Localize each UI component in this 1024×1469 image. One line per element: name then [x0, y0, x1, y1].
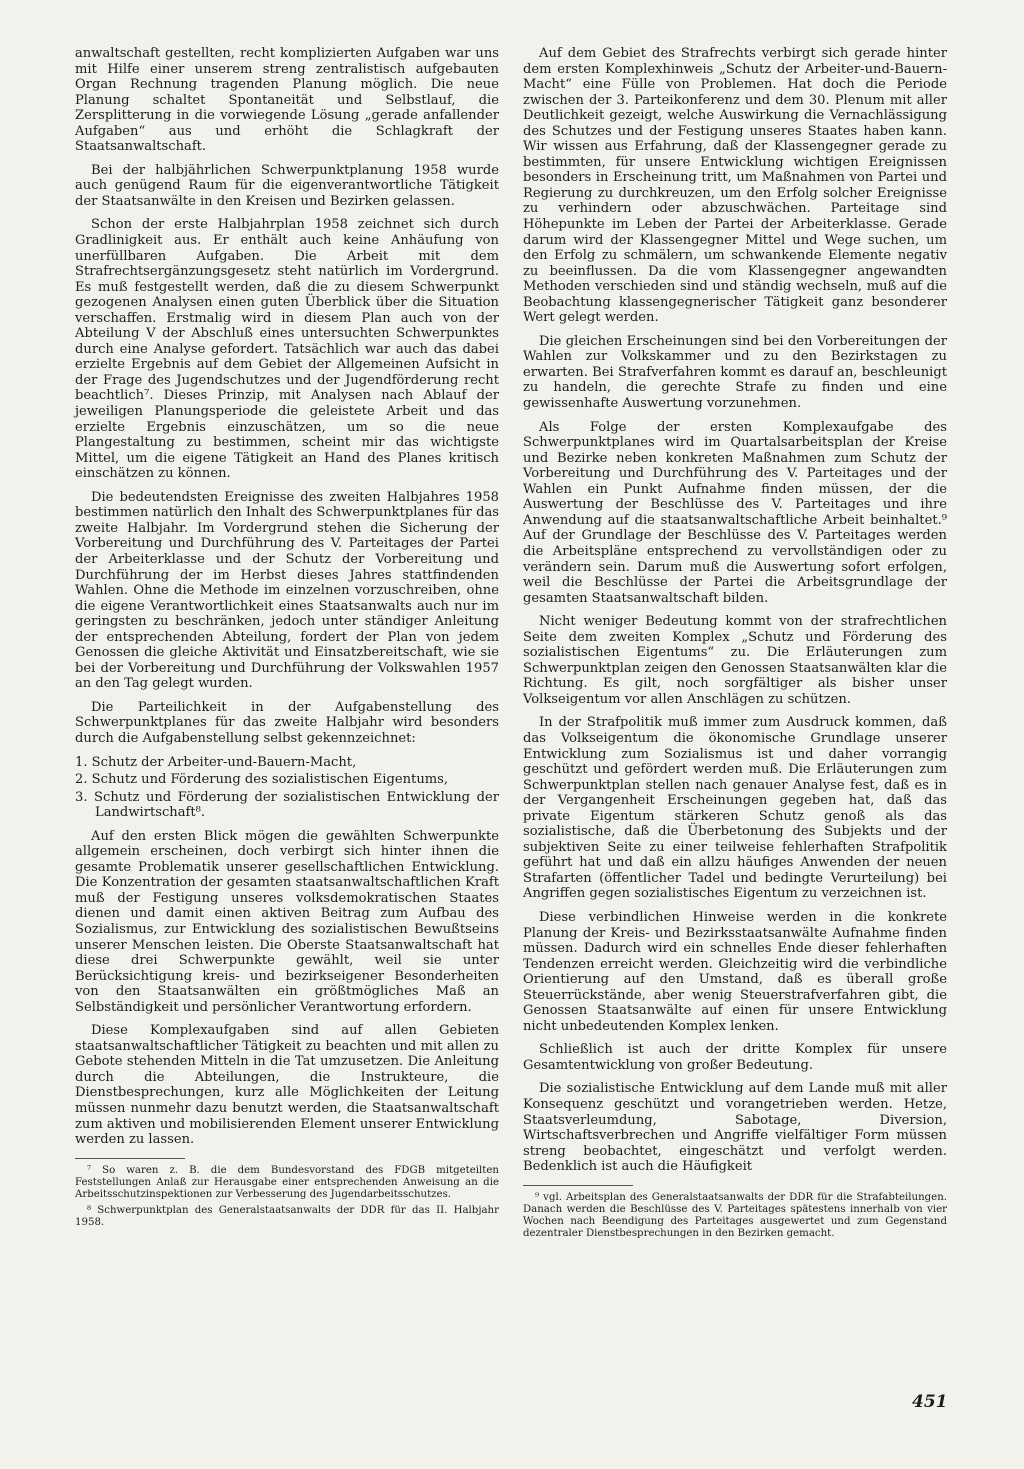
page-number: 451	[912, 1392, 948, 1412]
list-item: 3. Schutz und Förderung der sozialistischen Entwicklung der Landwirtschaft⁸.	[75, 789, 499, 821]
list-item: 2. Schutz und Förderung des sozialistischen Eigentums,	[75, 772, 449, 788]
footnote-divider	[75, 1158, 185, 1159]
paragraph: Die sozialistische Entwicklung auf dem Lande muß mit aller Konsequenz geschützt und vorangetrieben werden. Hetze, Staatsverleumdung, Sabotage, Diversion, Wirtschaftsverbrechen und Angriffe vielfältiger Form müssen streng beobachtet, eingeschätzt und verfolgt werden. Bedenklich ist auch die Häufigkeit	[523, 1081, 947, 1175]
paragraph: In der Strafpolitik muß immer zum Ausdruck kommen, daß das Volkseigentum die ökonomische Grundlage unserer Entwicklung zum Sozialismus ist und daher vorrangig geschützt und gefördert werden muß. Die Erläuterungen zum Schwerpunktplan stellen nach genauer Analyse fest, daß es in der Vergangenheit Erscheinungen gegeben hat, daß das private Eigentum stärkeren Schutz genoß als das sozialistische, daß die Überbetonung des Subjekts und der subjektiven Seite zu einer teilweise fehlerhaften Strafpolitik geführt hat und daß ein allzu häufiges Anwenden der neuen Strafarten (öffentlicher Tadel und bedingte Verurteilung) bei Angriffen gegen sozialistisches Eigentum zu verzeichnen ist.	[523, 715, 947, 902]
paragraph: Auf dem Gebiet des Strafrechts verbirgt sich gerade hinter dem ersten Komplexhinweis „Schutz der Arbeiter-und-Bauern-Macht“ eine Fülle von Problemen. Hat doch die Periode zwischen der 3. Parteikonferenz und dem 30. Plenum mit aller Deutlichkeit gezeigt, welche Auswirkung die Vernachlässigung des Schutzes und der Festigung unseres Staates haben kann. Wir wissen aus Erfahrung, daß der Klassengegner gerade zu bestimmten, für unsere Entwicklung wichtigen Ereignissen besonders in Erscheinung tritt, um Maßnahmen von Partei und Regierung zu durchkreuzen, um den Erfolg solcher Ereignisse zu verhindern oder abzuschwächen. Parteitage sind Höhepunkte im Leben der Partei der Arbeiterklasse. Gerade darum wird der Klassengegner Mittel und Wege suchen, um den Erfolg zu schmälern, um schwankende Elemente negativ zu beeinflussen. Da die vom Klassengegner angewandten Methoden verschieden sind und ständig wechseln, muß auf die Beobachtung klassengegnerischer Tätigkeit ganz besonderer Wert gelegt werden.	[523, 46, 947, 326]
footnote-divider	[523, 1185, 633, 1186]
paragraph: Auf den ersten Blick mögen die gewählten Schwerpunkte allgemein erscheinen, doch verbirgt sich hinter ihnen die gesamte Problematik unserer gesellschaftlichen Entwicklung. Die Konzentration der gesamten staatsanwaltschaftlichen Kraft muß der Festigung unseres volksdemokratischen Staates dienen und damit einen aktiven Beitrag zum Aufbau des Sozialismus, zur Entwicklung des sozialistischen Bewußtseins unserer Menschen leisten. Die Oberste Staatsanwaltschaft hat diese drei Schwerpunkte gewählt, weil sie unter Berücksichtigung kreis- und bezirkseigener Besonderheiten von den Staatsanwälten ein größtmögliches Maß an Selbständigkeit und persönlicher Verantwortung erfordern.	[75, 828, 499, 1015]
paragraph: Diese Komplexaufgaben sind auf allen Gebieten staatsanwaltschaftlicher Tätigkeit zu beachten und mit allen zu Gebote stehenden Mitteln in die Tat umzusetzen. Die Anleitung durch die Abteilungen, die Instrukteure, die Dienstbesprechungen, kurz alle Möglichkeiten der Leitung müssen nunmehr dazu benutzt werden, die Staatsanwaltschaft zum aktiven und mobilisierenden Element unserer Entwicklung werden zu lassen.	[75, 1023, 499, 1148]
paragraph: Diese verbindlichen Hinweise werden in die konkrete Planung der Kreis- und Bezirksstaatsanwälte Aufnahme finden müssen. Dadurch wird ein schnelles Ende dieser fehlerhaften Tendenzen erreicht werden. Gleichzeitig wird die verbindliche Orientierung auf den Umstand, daß es überall große Steuerrückstände, aber wenig Steuerstrafverfahren gibt, die Genossen Staatsanwälte auf einen für unsere Entwicklung nicht unbedeutenden Komplex lenken.	[523, 909, 947, 1034]
footnote-8: ⁸ Schwerpunktplan des Generalstaatsanwalts der DDR für das II. Halbjahr 1958.	[75, 1205, 499, 1229]
paragraph: Bei der halbjährlichen Schwerpunktplanung 1958 wurde auch genügend Raum für die eigenverantwortliche Tätigkeit der Staatsanwälte in den Kreisen und Bezirken gelassen.	[75, 162, 499, 209]
priority-list	[75, 755, 499, 821]
list-item: 1. Schutz der Arbeiter-und-Bauern-Macht,	[75, 754, 357, 770]
paragraph: Die gleichen Erscheinungen sind bei den Vorbereitungen der Wahlen zur Volkskammer und zu den Bezirkstagen zu erwarten. Bei Strafverfahren kommt es darauf an, beschleunigt zu handeln, die gerechte Strafe zu finden und eine gewissenhafte Auswertung vorzunehmen.	[523, 333, 947, 412]
right-column	[523, 46, 947, 1245]
paragraph: Als Folge der ersten Komplexaufgabe des Schwerpunktplanes wird im Quartalsarbeitsplan der Kreise und Bezirke neben konkreten Maßnahmen zum Schutz der Vorbereitung und Durchführung des V. Parteitages und der Wahlen ein Punkt Aufnahme finden müssen, der die Auswertung der Beschlüsse des V. Parteitages und ihre Anwendung auf die staatsanwaltschaftliche Arbeit beinhaltet.⁹ Auf der Grundlage der Beschlüsse des V. Parteitages werden die Arbeitspläne entsprechend zu vervollständigen oder zu verändern sein. Darum muß die Auswertung sofort erfolgen, weil die Beschlüsse der Partei die Arbeitsgrundlage der gesamten Staatsanwaltschaft bilden.	[523, 419, 947, 606]
paragraph: Die bedeutendsten Ereignisse des zweiten Halbjahres 1958 bestimmen natürlich den Inhalt des Schwerpunktplanes für das zweite Halbjahr. Im Vordergrund stehen die Sicherung der Vorbereitung und Durchführung des V. Parteitages der Partei der Arbeiterklasse und der Schutz der Vorbereitung und Durchführung der im Herbst dieses Jahres stattfindenden Wahlen. Ohne die Methode im einzelnen vorzuschreiben, ohne die eigene Verantwortlichkeit eines Staatsanwalts auch nur im geringsten zu beschränken, jedoch unter ständiger Anleitung der entsprechenden Abteilung, fordert der Plan von jedem Genossen die gleiche Aktivität und Einsatzbereitschaft, wie sie bei der Vorbereitung und Durchführung der Volkswahlen 1957 an den Tag gelegt wurden.	[75, 489, 499, 692]
paragraph: Nicht weniger Bedeutung kommt von der strafrechtlichen Seite dem zweiten Komplex „Schutz und Förderung des sozialistischen Eigentums“ zu. Die Erläuterungen zum Schwerpunktplan zeigen den Genossen Staatsanwälten klar die Richtung. Es gilt, noch sorgfältiger als bisher unser Volkseigentum vor allen Anschlägen zu schützen.	[523, 614, 947, 707]
paragraph: Schließlich ist auch der dritte Komplex für unsere Gesamtentwicklung von großer Bedeutung.	[523, 1042, 947, 1073]
paragraph: Die Parteilichkeit in der Aufgabenstellung des Schwerpunktplanes für das zweite Halbjahr wird besonders durch die Aufgabenstellung selbst gekennzeichnet:	[75, 699, 499, 746]
left-column	[75, 46, 499, 1234]
footnote-9: ⁹ vgl. Arbeitsplan des Generalstaatsanwalts der DDR für die Strafabteilungen. Danach werden die Beschlüsse des V. Parteitages spätestens innerhalb von vier Wochen nach Beendigung des Parteitages ausgewertet und zum Gegenstand dezentraler Dienstbesprechungen in den Bezirken gemacht.	[523, 1191, 947, 1240]
paragraph: anwaltschaft gestellten, recht komplizierten Aufgaben war uns mit Hilfe einer unserem streng zentralistisch aufgebauten Organ Rechnung tragenden Planung möglich. Die neue Planung schaltet Spontaneität und Selbstlauf, die Zersplitterung in die vorwiegende Lösung „gerade anfallender Aufgaben“ aus und erhöht die Schlagkraft der Staatsanwaltschaft.	[75, 46, 499, 155]
footnote-7: ⁷ So waren z. B. die dem Bundesvorstand des FDGB mitgeteilten Feststellungen Anlaß zur Herausgabe einer entsprechenden Anweisung an die Arbeitsschutzinspektionen zur Verbesserung des Jugendarbeitsschutzes.	[75, 1164, 499, 1201]
paragraph: Schon der erste Halbjahrplan 1958 zeichnet sich durch Gradlinigkeit aus. Er enthält auch keine Anhäufung von unerfüllbaren Aufgaben. Die Arbeit mit dem Strafrechtsergänzungsgesetz steht natürlich im Vordergrund. Es muß festgestellt werden, daß die zu diesem Schwerpunkt gezogenen Analysen einen guten Überblick über die Situation verschaffen. Erstmalig wird in diesem Plan auch von der Abteilung V der Abschluß eines untersuchten Schwerpunktes durch eine Analyse gefordert. Tatsächlich war auch das dabei erzielte Ergebnis auf dem Gebiet der Allgemeinen Aufsicht in der Frage des Jugendschutzes und der Jugendförderung recht beachtlich⁷. Dieses Prinzip, mit Analysen nach Ablauf der jeweiligen Planungsperiode die geleistete Arbeit und das erzielte Ergebnis einzuschätzen, um so die neue Plangestaltung zu bestimmen, scheint mir das wichtigste Mittel, um die eigene Tätigkeit an Hand des Planes kritisch einschätzen zu können.	[75, 217, 499, 482]
